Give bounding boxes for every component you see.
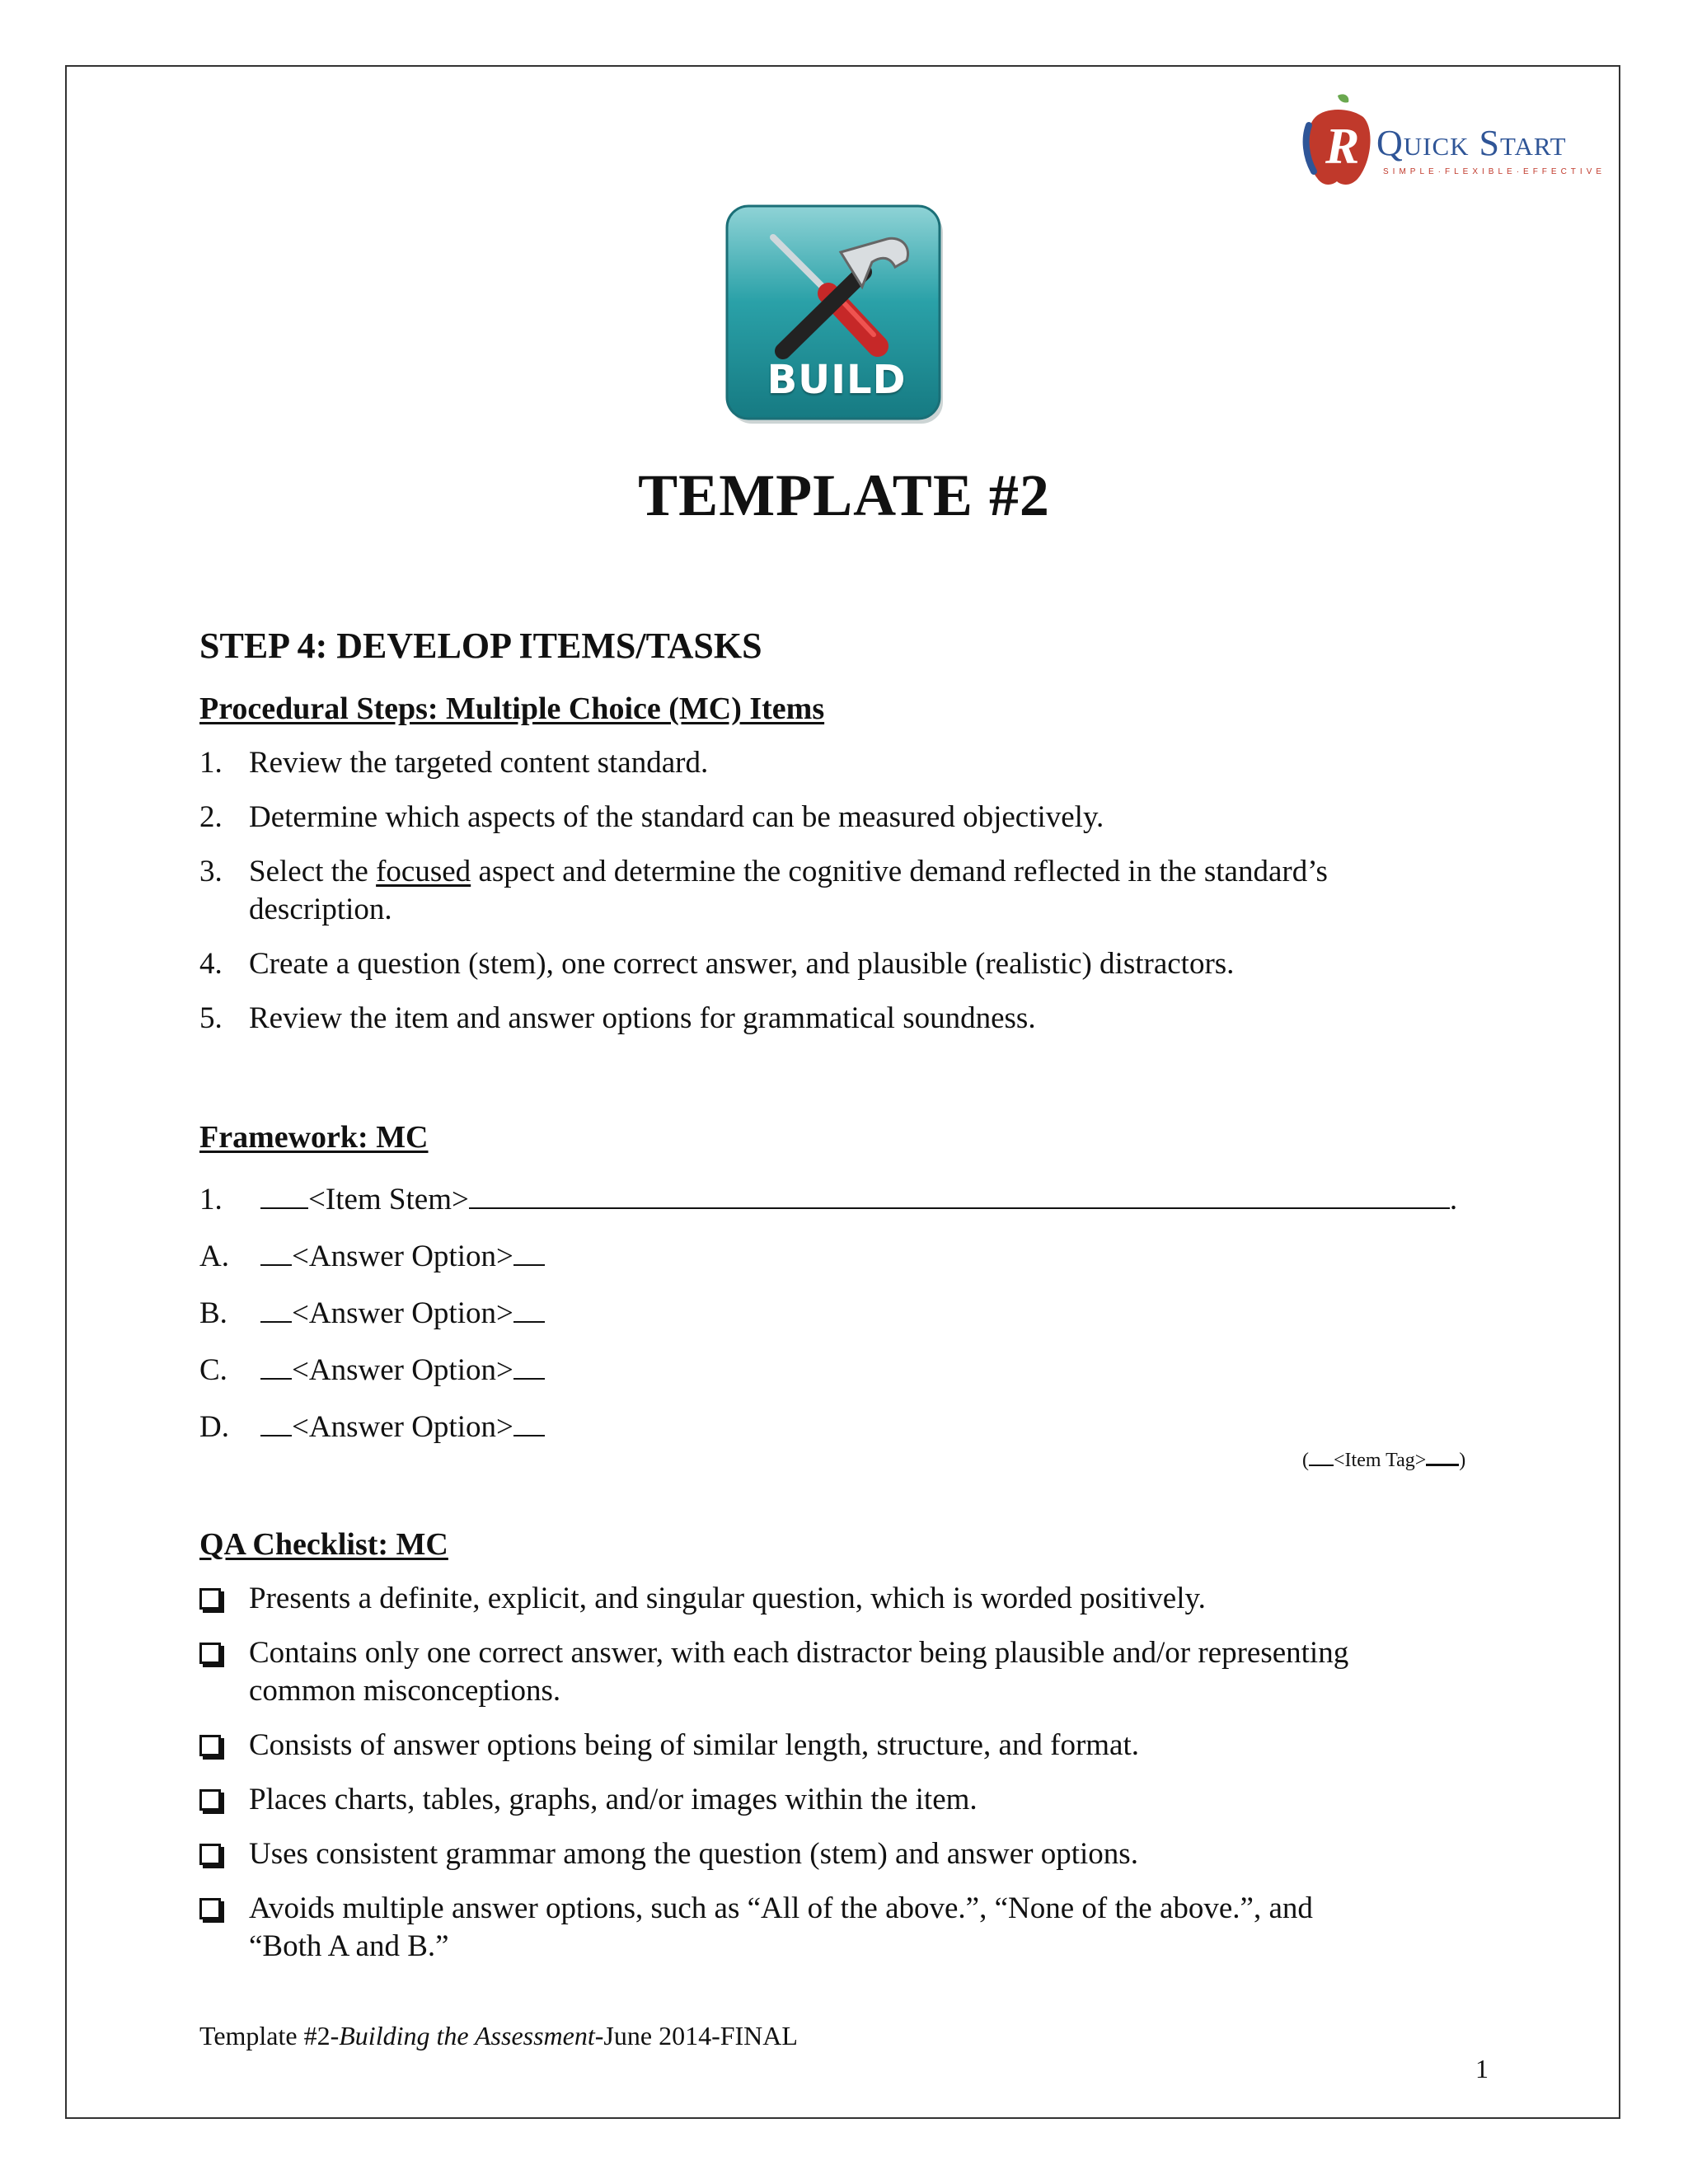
checklist-item: [199, 1581, 1206, 1616]
stem-label: 1.: [199, 1183, 223, 1216]
list-text: Determine which aspects of the standard can be measured objectively.: [249, 800, 1104, 834]
footer-suffix: -June 2014-FINAL: [594, 2021, 798, 2050]
list-number: 5.: [199, 1001, 223, 1035]
list-text: Review the item and answer options for grammatical soundness.: [249, 1001, 1036, 1035]
blank-line: [513, 1296, 545, 1323]
item-stem-line: [199, 1182, 1457, 1217]
checkbox-icon[interactable]: [199, 1844, 221, 1865]
answer-option-line: [199, 1409, 545, 1445]
footer-prefix: Template #2-: [199, 2021, 340, 2050]
stem-text: <Item Stem>: [308, 1183, 469, 1216]
option-label: C.: [199, 1353, 227, 1387]
list-item: [199, 946, 1234, 982]
blank-line: [260, 1410, 292, 1436]
list-item: [199, 799, 1104, 835]
checkbox-icon[interactable]: [199, 1735, 221, 1756]
list-item: [199, 1001, 1036, 1036]
list-text-post: aspect and determine the cognitive demand reflected in the standard’s: [471, 855, 1328, 888]
option-text: <Answer Option>: [292, 1240, 513, 1273]
footer: [199, 2021, 798, 2051]
checkbox-icon[interactable]: [199, 1588, 221, 1610]
blank-line: [513, 1410, 545, 1436]
option-label: A.: [199, 1240, 229, 1273]
svg-text:R: R: [1325, 119, 1360, 175]
option-label: B.: [199, 1296, 227, 1330]
list-number: 4.: [199, 947, 223, 981]
list-item: [199, 745, 708, 780]
list-text: Review the targeted content standard.: [249, 746, 709, 780]
logo-title: Quick Start: [1376, 123, 1567, 163]
checklist-item: [199, 1891, 1313, 1926]
procedural-heading: Procedural Steps: Multiple Choice (MC) Items: [199, 691, 825, 726]
list-number: 1.: [199, 746, 223, 780]
list-text-pre: Select the: [249, 855, 377, 888]
blank-line: [513, 1353, 545, 1380]
checklist-text: Presents a definite, explicit, and singular question, which is worded positively.: [249, 1582, 1206, 1615]
answer-option-line: [199, 1352, 545, 1388]
item-tag-text: <Item Tag>: [1334, 1450, 1427, 1471]
checkbox-icon[interactable]: [199, 1643, 221, 1664]
logo-tagline: SIMPLE·FLEXIBLE·EFFECTIVE: [1383, 167, 1606, 176]
checklist-text: Uses consistent grammar among the question (stem) and answer options.: [249, 1837, 1138, 1871]
blank-line: [260, 1183, 308, 1209]
answer-option-line: [199, 1296, 545, 1331]
checkbox-icon[interactable]: [199, 1789, 221, 1811]
page-number: 1: [1475, 2054, 1489, 2083]
blank-line: [1426, 1447, 1459, 1466]
checklist-text: Contains only one correct answer, with each distractor being plausible and/or representing: [249, 1636, 1349, 1670]
footer-italic: Building the Assessment: [339, 2021, 595, 2050]
focused-underlined-word: focused: [376, 855, 471, 888]
step-heading: STEP 4: DEVELOP ITEMS/TASKS: [199, 626, 762, 666]
blank-line: [513, 1240, 545, 1266]
checklist-item: [199, 1836, 1138, 1872]
quick-start-logo: [1301, 92, 1606, 191]
list-text: Create a question (stem), one correct answer, and plausible (realistic) distractors.: [249, 947, 1235, 981]
apple-logo-icon: [1301, 92, 1375, 191]
checklist-item: [199, 1782, 978, 1817]
checkbox-icon[interactable]: [199, 1898, 221, 1919]
option-text: <Answer Option>: [292, 1296, 513, 1330]
stem-end: .: [1449, 1183, 1458, 1216]
checklist-item-continuation: “Both A and B.”: [249, 1929, 449, 1963]
qa-heading: QA Checklist: MC: [199, 1527, 448, 1562]
checklist-text: Places charts, tables, graphs, and/or images within the item.: [249, 1783, 978, 1816]
checklist-text: Avoids multiple answer options, such as “All of the above.”, “None of the above.”, and: [249, 1891, 1313, 1925]
blank-line: [1309, 1448, 1334, 1466]
blank-line: [260, 1296, 292, 1323]
option-text: <Answer Option>: [292, 1410, 513, 1444]
answer-option-line: [199, 1239, 545, 1274]
list-item: [199, 854, 1328, 889]
build-icon: [725, 204, 948, 427]
option-label: D.: [199, 1410, 229, 1444]
blank-line: [260, 1353, 292, 1380]
checklist-item-continuation: common misconceptions.: [249, 1674, 561, 1708]
list-number: 3.: [199, 855, 223, 888]
list-item-continuation: description.: [249, 893, 392, 926]
item-tag: ( <Item Tag> ): [1302, 1447, 1465, 1472]
checklist-item: [199, 1635, 1348, 1671]
checklist-item: [199, 1727, 1139, 1763]
blank-line: [469, 1183, 1450, 1209]
checklist-text: Consists of answer options being of similar length, structure, and format.: [249, 1728, 1140, 1762]
framework-heading: Framework: MC: [199, 1120, 429, 1155]
document-title: TEMPLATE #2: [638, 462, 1050, 528]
option-text: <Answer Option>: [292, 1353, 513, 1387]
list-number: 2.: [199, 800, 223, 834]
blank-line: [260, 1240, 292, 1266]
build-label: BUILD: [767, 357, 907, 403]
